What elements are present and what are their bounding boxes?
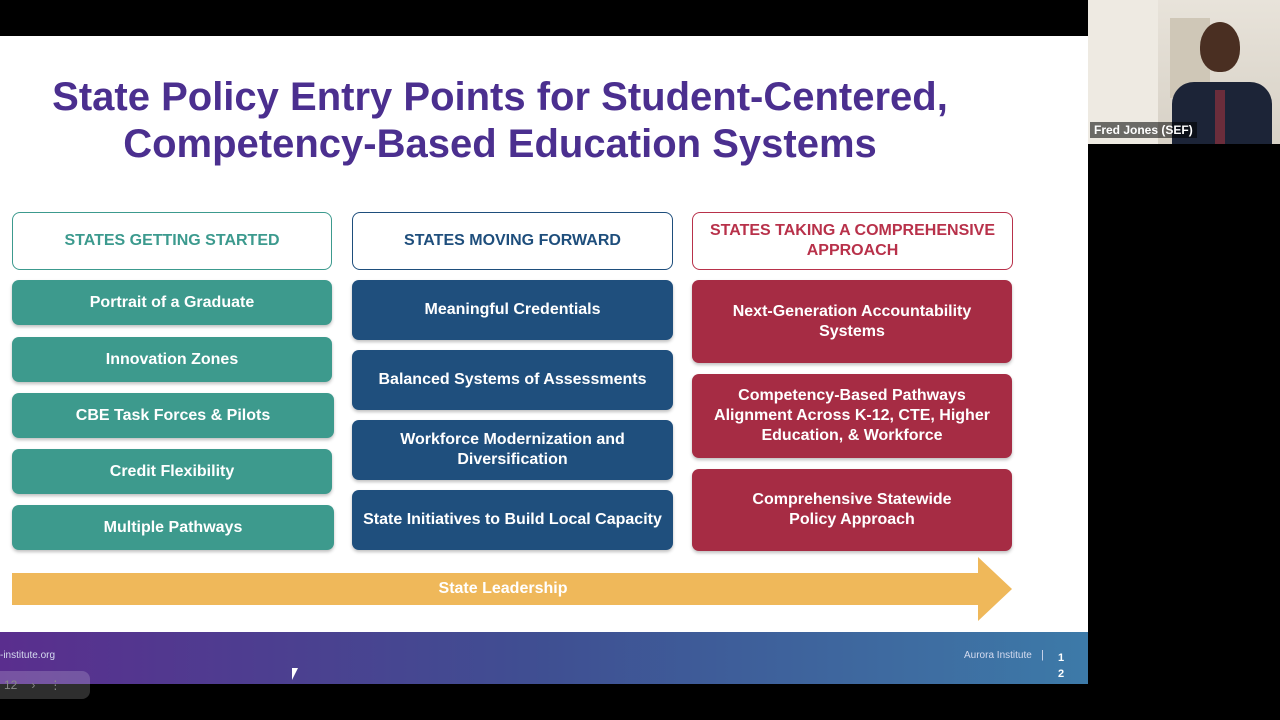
presentation-slide <box>0 36 1088 684</box>
footer-organization: Aurora Institute <box>964 650 1032 661</box>
page-digit-2: 2 <box>1057 668 1065 680</box>
box-credit-flexibility: Credit Flexibility <box>12 449 332 494</box>
slide-title-line-2: Competency-Based Education Systems <box>123 122 877 166</box>
box-innovation-zones: Innovation Zones <box>12 337 332 382</box>
box-statewide-policy: Comprehensive Statewide Policy Approach <box>692 469 1012 551</box>
column-header-getting-started: STATES GETTING STARTED <box>12 212 332 270</box>
box-balanced-assessments: Balanced Systems of Assessments <box>352 350 673 410</box>
slide-title-line-1: State Policy Entry Points for Student-Centered, <box>52 75 948 119</box>
state-leadership-label: State Leadership <box>438 580 568 597</box>
box-workforce-modernization: Workforce Modernization and Diversification <box>352 420 673 480</box>
slide-navigation-controls[interactable] <box>0 671 90 699</box>
participant-head <box>1200 22 1240 72</box>
box-competency-pathways: Competency-Based Pathways Alignment Across K-12, CTE, Higher Education, & Workforce <box>692 374 1012 458</box>
box-meaningful-credentials: Meaningful Credentials <box>352 280 673 340</box>
next-slide-icon[interactable]: › <box>31 678 36 692</box>
box-cbe-task-forces: CBE Task Forces & Pilots <box>12 393 334 438</box>
page-digit-1: 1 <box>1057 652 1065 664</box>
more-options-icon[interactable]: ⋮ <box>49 678 62 692</box>
participant-tie <box>1215 90 1225 144</box>
box-accountability-systems: Next-Generation Accountability Systems <box>692 280 1012 363</box>
footer-website: -institute.org <box>0 650 56 661</box>
slide-title <box>0 74 1000 168</box>
box-state-initiatives: State Initiatives to Build Local Capacity <box>352 490 673 550</box>
column-header-moving-forward: STATES MOVING FORWARD <box>352 212 673 270</box>
column-header-comprehensive-approach: STATES TAKING A COMPREHENSIVE APPROACH <box>692 212 1013 270</box>
page-indicator[interactable]: 12 <box>4 678 18 692</box>
box-multiple-pathways: Multiple Pathways <box>12 505 334 550</box>
footer-page-number <box>1056 650 1066 682</box>
footer-separator: | <box>1041 649 1044 661</box>
mouse-cursor-icon <box>292 668 298 680</box>
participant-video-tile[interactable] <box>1088 0 1280 144</box>
box-portrait-of-graduate: Portrait of a Graduate <box>12 280 332 325</box>
participant-name-label: Fred Jones (SEF) <box>1090 122 1197 138</box>
slide-footer <box>0 632 1088 684</box>
